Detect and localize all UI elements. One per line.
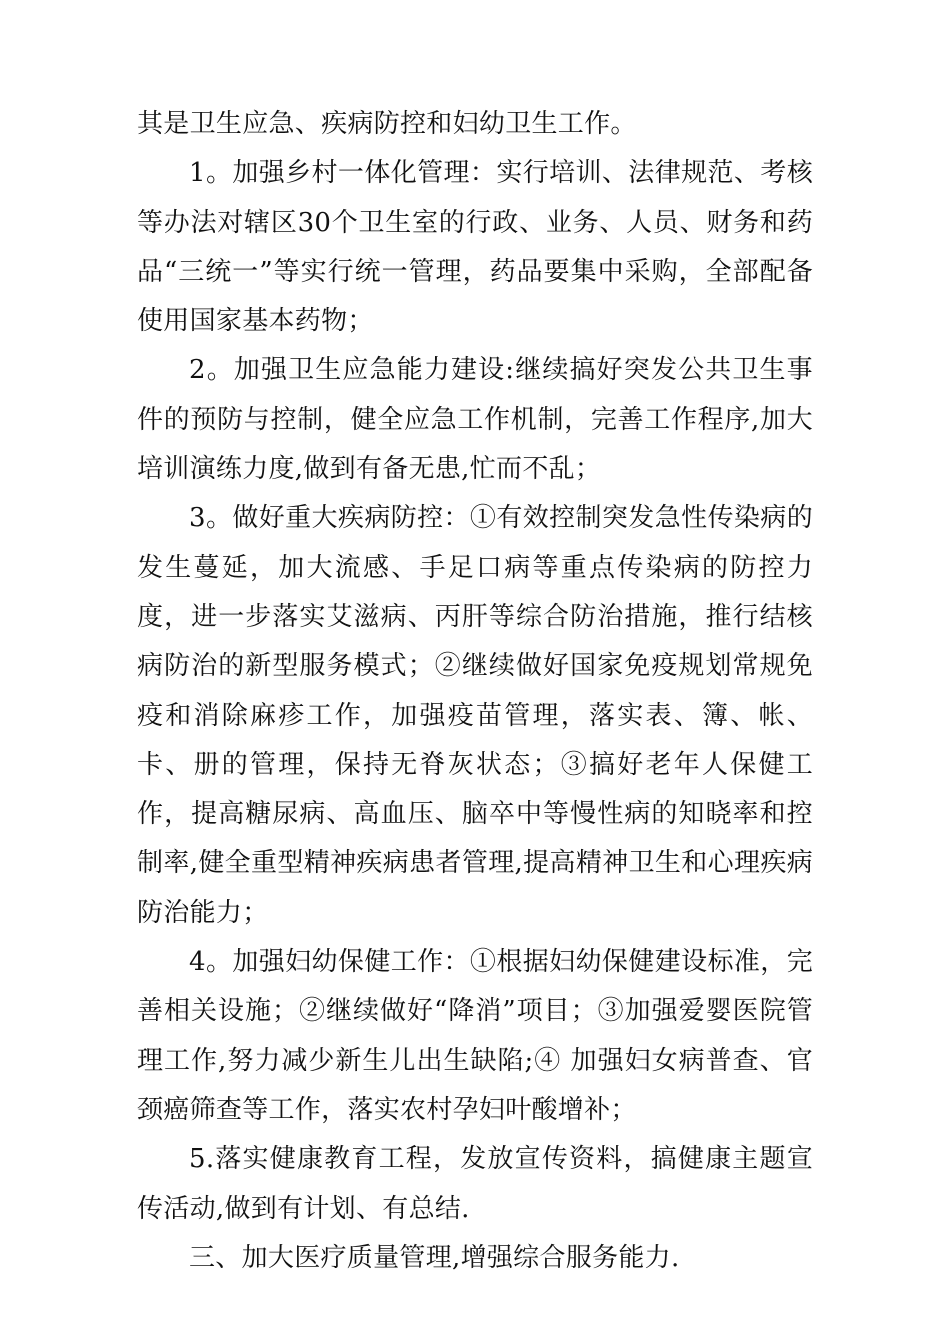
document-body [137, 100, 813, 1283]
section-heading-three: 三、加大医疗质量管理,增强综合服务能力. [189, 1242, 680, 1273]
paragraph-continuation: 其是卫生应急、疾病防控和妇幼卫生工作。 [137, 109, 637, 139]
paragraph-item-1: 1。加强乡村一体化管理：实行培训、法律规范、考核等办法对辖区30个卫生室的行政、业务、人员、财务和药品“三统一”等实行统一管理，药品要集中采购，全部配备使用国家基本药物； [137, 158, 813, 337]
paragraph-item-2: 2。加强卫生应急能力建设:继续搞好突发公共卫生事件的预防与控制，健全应急工作机制，完善工作程序,加大培训演练力度,做到有备无患,忙而不乱； [137, 355, 813, 485]
paragraph-item-3: 3。做好重大疾病防控：①有效控制突发急性传染病的发生蔓延，加大流感、手足口病等重点传染病的防控力度，进一步落实艾滋病、丙肝等综合防治措施，推行结核病防治的新型服务模式；②继续做好国家免疫规划常规免疫和消除麻疹工作，加强疫苗管理，落实表、簿、帐、卡、册的管理，保持无脊灰状态；③搞好老年人保健工作，提高糖尿病、高血压、脑卒中等慢性病的知晓率和控制率,健全重型精神疾病患者管理,提高精神卫生和心理疾病防治能力； [137, 503, 813, 928]
paragraph-item-4: 4。加强妇幼保健工作：①根据妇幼保健建设标准，完善相关设施；②继续做好“降消”项目；③加强爱婴医院管理工作,努力减少新生儿出生缺陷;④ 加强妇女病普查、官颈癌筛查等工作，落实农村孕妇叶酸增补； [137, 947, 813, 1125]
paragraph-item-5: 5.落实健康教育工程，发放宣传资料，搞健康主题宣传活动,做到有计划、有总结. [137, 1144, 813, 1224]
